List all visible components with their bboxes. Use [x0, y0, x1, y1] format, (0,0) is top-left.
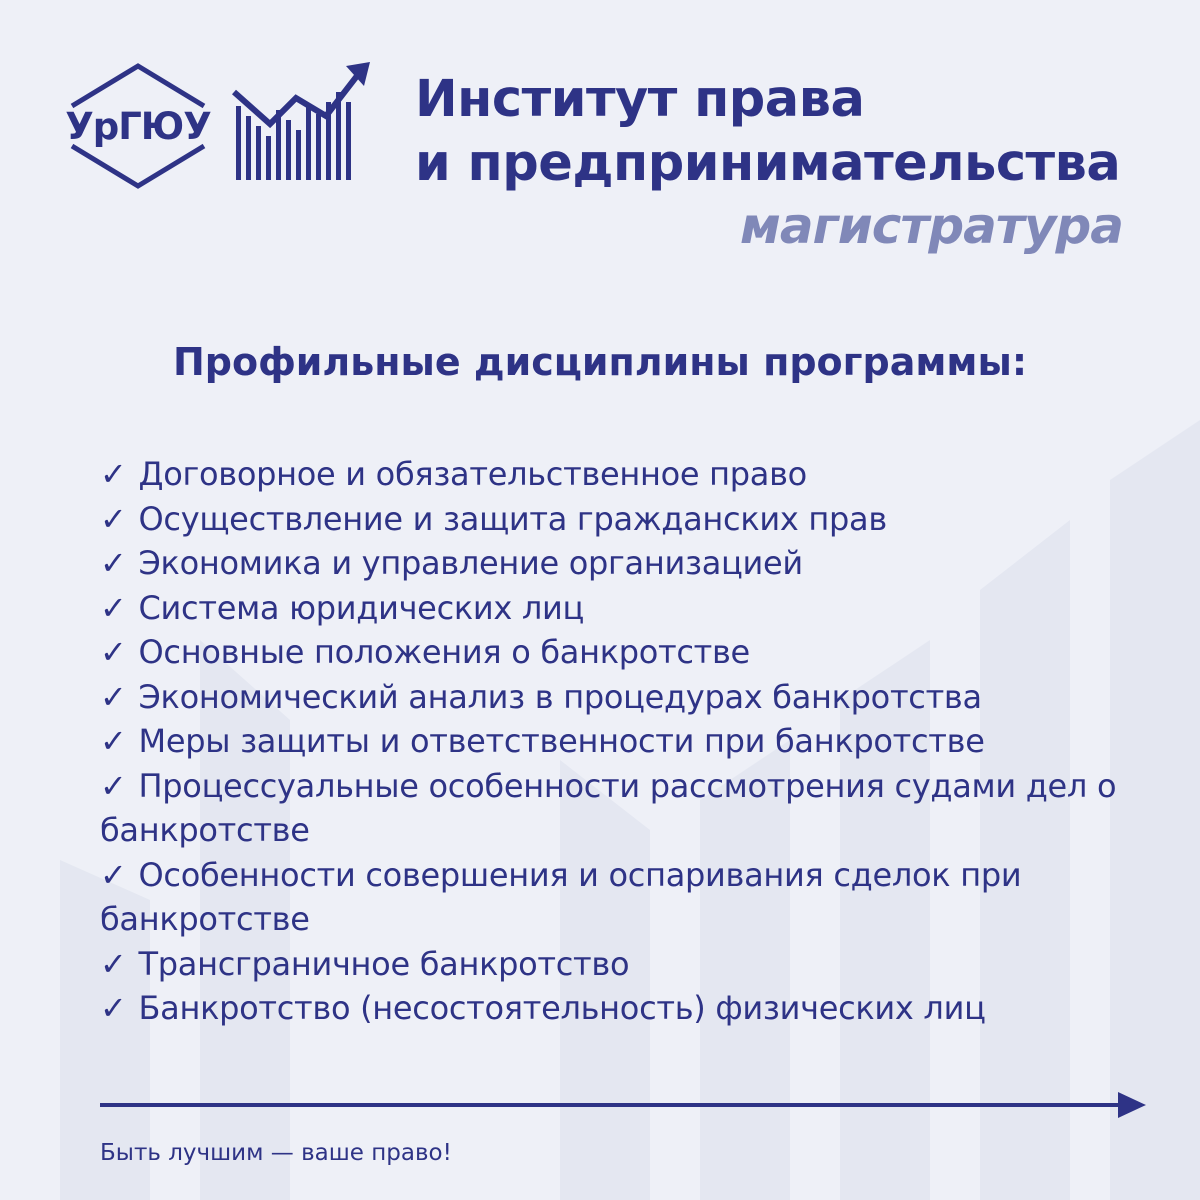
checkmark-icon: ✓	[100, 588, 127, 627]
list-item	[100, 942, 1180, 987]
list-item-label: Экономический анализ в процедурах банкротства	[138, 677, 982, 716]
title-line-1: Институт права	[415, 70, 865, 129]
list-item-label: Особенности совершения и оспаривания сделок при банкротстве	[100, 855, 1022, 938]
list-item	[100, 853, 1180, 942]
list-item	[100, 630, 1180, 675]
checkmark-icon: ✓	[100, 722, 127, 760]
list-item	[100, 764, 1180, 853]
list-item	[100, 675, 1180, 720]
checkmark-icon: ✓	[100, 855, 127, 894]
institute-logo-icon	[230, 58, 370, 182]
title-line-2: и предпринимательства	[415, 134, 1121, 193]
section-heading: Профильные дисциплины программы:	[172, 340, 1028, 384]
list-item-label: Меры защиты и ответственности при банкротстве	[138, 722, 985, 760]
list-item	[100, 497, 1180, 542]
checkmark-icon: ✓	[100, 455, 127, 493]
arrow-divider-icon	[100, 1090, 1150, 1120]
checkmark-icon: ✓	[100, 677, 127, 716]
list-item-label: Процессуальные особенности рассмотрения судами дел о банкротстве	[100, 766, 1117, 849]
list-item	[100, 452, 1180, 497]
checkmark-icon: ✓	[100, 499, 127, 538]
list-item	[100, 586, 1180, 631]
university-logo	[58, 62, 218, 190]
university-logo-text: УрГЮУ	[65, 105, 211, 148]
disciplines-list	[100, 452, 1180, 1031]
list-item	[100, 541, 1180, 586]
list-item	[100, 986, 1180, 1031]
list-item-label: Основные положения о банкротстве	[138, 633, 750, 671]
checkmark-icon: ✓	[100, 544, 127, 582]
program-level-subtitle: магистратура	[740, 197, 1124, 255]
checkmark-icon: ✓	[100, 989, 127, 1027]
institute-title	[415, 68, 1185, 196]
checkmark-icon: ✓	[100, 944, 127, 983]
list-item-label: Экономика и управление организацией	[138, 544, 803, 582]
list-item-label: Договорное и обязательственное право	[138, 455, 807, 493]
checkmark-icon: ✓	[100, 766, 127, 805]
list-item-label: Осуществление и защита гражданских прав	[138, 499, 887, 538]
list-item-label: Трансграничное банкротство	[138, 944, 630, 983]
list-item	[100, 719, 1180, 764]
list-item-label: Система юридических лиц	[138, 588, 585, 627]
list-item-label: Банкротство (несостоятельность) физических лиц	[138, 989, 986, 1027]
checkmark-icon: ✓	[100, 633, 127, 671]
footer-slogan: Быть лучшим — ваше право!	[100, 1140, 452, 1166]
